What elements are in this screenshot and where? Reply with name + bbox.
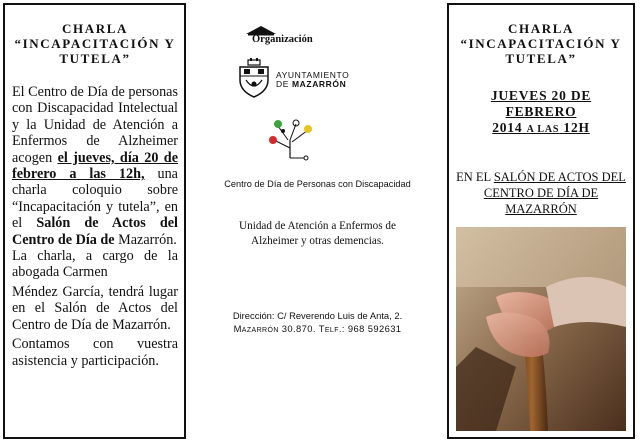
- left-title-line2: “INCAPACITACIÓN Y: [14, 36, 176, 51]
- event-date: [455, 88, 627, 138]
- event-date-a-las: A LAS: [526, 124, 560, 135]
- people-tree-icon: [268, 114, 318, 166]
- left-title-line1: CHARLA: [62, 21, 128, 36]
- elderly-hands-photo: [456, 227, 626, 431]
- event-date-line1: JUEVES 20 DE FEBRERO: [490, 88, 592, 119]
- left-p1-place: Salón de Actos del Centro de Día de: [12, 215, 179, 248]
- unidad-text: [190, 219, 445, 249]
- left-paragraph-2: La charla, a cargo de la abogada Carmen: [12, 248, 178, 281]
- unidad-line1: Unidad de Atención a Enfermos de: [239, 220, 396, 232]
- address-line1: Dirección: C/ Reverendo Luis de Anta, 2.: [232, 310, 403, 321]
- event-date-year: 2014: [492, 120, 523, 135]
- organization-label: Organización: [252, 34, 313, 45]
- unidad-line2: Alzheimer y otras demencias.: [251, 235, 384, 247]
- left-p1-text2: una charla coloquio sobre “Incapacitación y tutela”, en el: [12, 166, 178, 232]
- ayuntamiento-text: [276, 71, 349, 89]
- left-paragraph-1: [12, 84, 178, 248]
- ayuntamiento-line2b: MAZARRÓN: [291, 79, 347, 89]
- venue-name: SALÓN DE ACTOS DEL CENTRO DE DÍA DE MAZARRÓN: [483, 170, 626, 216]
- left-paragraph-3: Méndez García, tendrá lugar en el Salón de Actos del Centro de Día de Mazarrón.: [12, 283, 178, 333]
- venue-prefix: EN EL: [456, 170, 494, 184]
- ayuntamiento-line1: AYUNTAMIENTO: [276, 70, 350, 80]
- ayuntamiento-line2: DE: [276, 79, 290, 89]
- coat-of-arms-icon: [234, 58, 274, 98]
- address-line2: Mazarrón 30.870. Telf.: 968 592631: [233, 322, 402, 334]
- event-venue: [455, 169, 627, 217]
- centro-name: Centro de Día de Personas con Discapacidad: [224, 179, 411, 189]
- left-title-line3: TUTELA”: [59, 51, 131, 66]
- middle-panel: [190, 0, 445, 444]
- right-title-line2: “INCAPACITACIÓN Y: [460, 36, 622, 51]
- left-p1-end: Mazarrón.: [114, 231, 177, 248]
- left-paragraph-4: Contamos con vuestra asistencia y participación.: [12, 336, 178, 369]
- left-p1-text: El Centro de Día de personas con Discapacidad Intelectual y la Unidad de Atención a Enfermos de Alzheimer acogen: [12, 84, 178, 166]
- address: [190, 310, 445, 335]
- right-title-line1: CHARLA: [508, 21, 574, 36]
- left-body: [12, 84, 178, 369]
- event-date-time: 12H: [563, 120, 590, 135]
- left-panel: [3, 3, 186, 439]
- right-title-line3: TUTELA”: [505, 51, 577, 66]
- left-p1-date: el jueves, día 20 de febrero a las 12h,: [12, 149, 178, 183]
- right-panel: [447, 3, 635, 439]
